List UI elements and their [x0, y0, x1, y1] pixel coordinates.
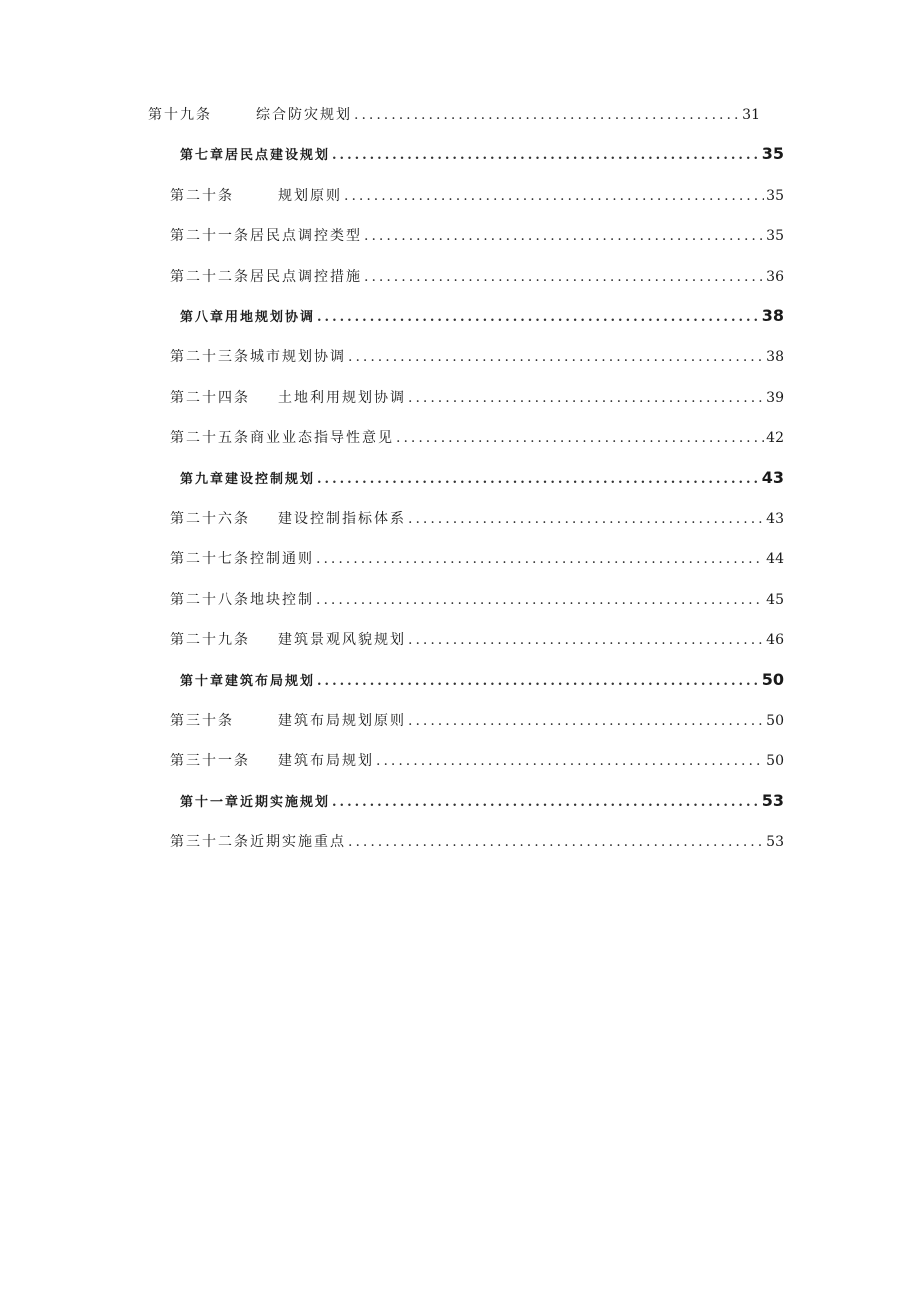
toc-entry-title: 第二十五条商业业态指导性意见 [170, 430, 394, 447]
toc-entry-number: 第二十条 [170, 187, 234, 204]
toc-entry-page-number: 35 [766, 187, 784, 204]
toc-article-entry[interactable] [170, 831, 784, 855]
toc-article-entry[interactable] [170, 185, 784, 209]
toc-entry-page-number: 43 [766, 511, 784, 527]
toc-entry-page-number: 45 [766, 591, 784, 608]
toc-chapter-entry[interactable] [180, 468, 784, 492]
toc-entry-page-number: 38 [766, 349, 784, 366]
toc-entry-title: 第二十二条居民点调控措施 [170, 268, 362, 285]
toc-chapter-entry[interactable] [180, 144, 784, 168]
toc-dot-leader [316, 592, 764, 608]
toc-entry-title: 建筑景观风貌规划 [278, 632, 406, 649]
toc-dot-leader [376, 753, 764, 769]
toc-entry-page-number: 53 [761, 790, 784, 810]
toc-dot-leader [354, 107, 740, 123]
toc-dot-leader [364, 269, 764, 285]
toc-entry-page-number: 50 [766, 713, 784, 729]
toc-entry-title: 规划原则 [278, 187, 342, 204]
toc-dot-leader [316, 551, 764, 567]
toc-entry-title: 第九章建设控制规划 [180, 471, 316, 487]
toc-article-entry[interactable] [170, 427, 784, 451]
toc-entry-title: 综合防灾规划 [256, 107, 352, 123]
toc-entry-page-number: 36 [766, 268, 784, 285]
toc-entry-title: 建筑布局规划 [278, 753, 374, 770]
toc-chapter-entry[interactable] [180, 670, 784, 694]
toc-chapter-entry[interactable] [180, 791, 784, 815]
toc-entry-number: 第三十条 [170, 713, 234, 729]
toc-entry-number: 第二十九条 [170, 632, 250, 649]
toc-article-entry[interactable] [170, 508, 784, 532]
toc-entry-title: 第十章建筑布局规划 [180, 673, 316, 689]
toc-entry-title: 第三十二条近期实施重点 [170, 834, 346, 851]
toc-article-entry[interactable] [170, 589, 784, 613]
toc-entry-page-number: 53 [766, 834, 784, 851]
toc-article-entry[interactable] [170, 387, 784, 411]
toc-entry-page-number: 38 [761, 306, 784, 325]
toc-entry-page-number: 50 [766, 753, 784, 770]
toc-entry-page-number: 50 [761, 669, 784, 689]
toc-entry-page-number: 39 [766, 389, 784, 406]
toc-entry-title: 建设控制指标体系 [278, 511, 406, 527]
toc-dot-leader [317, 310, 760, 325]
toc-article-entry[interactable] [170, 750, 784, 774]
toc-dot-leader [344, 188, 764, 204]
toc-article-entry[interactable] [170, 629, 784, 653]
toc-dot-leader [317, 674, 760, 689]
toc-entry-number: 第二十六条 [170, 511, 250, 527]
toc-entry-title: 第二十三条城市规划协调 [170, 349, 346, 366]
toc-dot-leader [408, 713, 764, 729]
toc-dot-leader [332, 795, 760, 810]
toc-entry-title: 第二十七条控制通则 [170, 551, 314, 568]
toc-article-entry[interactable] [170, 266, 784, 290]
toc-entry-page-number: 31 [742, 107, 760, 123]
toc-dot-leader [348, 834, 764, 850]
toc-entry-title: 第七章居民点建设规划 [180, 148, 331, 164]
toc-entry-title: 建筑布局规划原则 [278, 713, 406, 729]
toc-entry-page-number: 46 [766, 632, 784, 649]
toc-dot-leader [408, 511, 764, 527]
toc-entry-page-number: 43 [761, 467, 784, 487]
toc-dot-leader [332, 148, 760, 163]
toc-entry-page-number: 35 [761, 144, 784, 164]
toc-entry-number: 第三十一条 [170, 753, 250, 770]
toc-dot-leader [364, 228, 764, 244]
toc-dot-leader [317, 472, 760, 487]
toc-dot-leader [408, 632, 764, 648]
toc-entry-title: 第十一章近期实施规划 [180, 794, 331, 810]
toc-article-entry[interactable] [170, 710, 784, 734]
toc-chapter-entry[interactable] [180, 306, 784, 330]
toc-entry-page-number: 35 [766, 228, 784, 245]
toc-entry-title: 第二十一条居民点调控类型 [170, 228, 362, 245]
toc-entry-title: 土地利用规划协调 [278, 389, 406, 406]
toc-article-entry[interactable] [170, 346, 784, 370]
toc-dot-leader [348, 349, 764, 365]
toc-article-entry[interactable] [170, 548, 784, 572]
toc-entry-title: 第八章用地规划协调 [180, 310, 316, 325]
toc-entry-title: 第二十八条地块控制 [170, 591, 314, 608]
toc-dot-leader [408, 390, 764, 406]
toc-dot-leader [396, 430, 764, 446]
toc-article-entry[interactable] [170, 225, 784, 249]
toc-entry-page-number: 44 [766, 551, 784, 568]
toc-entry-number: 第十九条 [148, 107, 212, 123]
toc-article-entry[interactable] [148, 104, 760, 128]
toc-entry-number: 第二十四条 [170, 389, 250, 406]
toc-entry-page-number: 42 [766, 430, 784, 447]
